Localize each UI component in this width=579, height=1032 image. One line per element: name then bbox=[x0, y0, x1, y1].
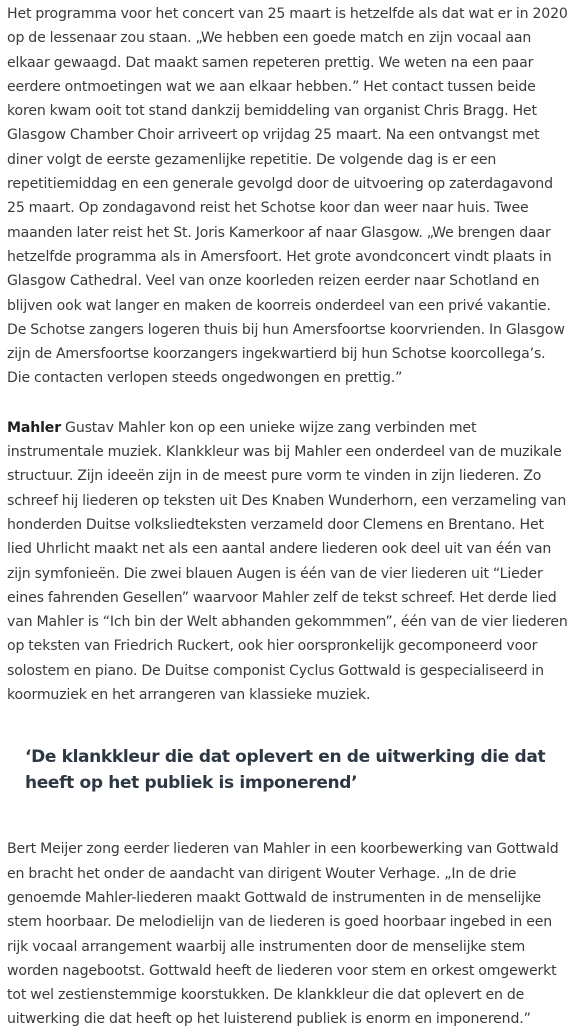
paragraph-mahler bbox=[7, 416, 572, 708]
paragraph-concert-program: Het programma voor het concert van 25 maart is hetzelfde als dat wat er in 2020 op de lessenaar zou staan. „We hebben een goede match en zijn vocaal aan elkaar gewaagd. Dat maakt samen repeteren prettig. We weten na een paar eerdere ontmoetingen wat we aan elkaar hebben.” Het contact tussen beide koren kwam ooit tot stand dankzij bemiddeling van organist Chris Bragg. Het Glasgow Chamber Choir arriveert op vrijdag 25 maart. Na een ontvangst met diner volgt de eerste gezamenlijke repetitie. De volgende dag is er een repetitiemiddag en een generale gevolgd door de uitvoering op zaterdagavond 25 maart. Op zondagavond reist het Schotse koor dan weer naar huis. Twee maanden later reist het St. Joris Kamerkoor af naar Glasgow. „We brengen daar hetzelfde programma als in Amersfoort. Het grote avondconcert vindt plaats in Glasgow Cathedral. Veel van onze koorleden reizen eerder naar Schotland en blijven ook wat langer en maken de koorreis onderdeel van een privé vakantie. De Schotse zangers logeren thuis bij hun Amersfoortse koorvrienden. In Glasgow zijn de Amersfoortse koorzangers ingekwartierd bij hun Schotse koorcollega’s. Die contacten verlopen steeds ongedwongen en prettig.” bbox=[7, 6, 568, 387]
paragraph-mahler-body: Gustav Mahler kon op een unieke wijze zang verbinden met instrumentale muziek. Klankkleur was bij Mahler een onderdeel van de muzikale structuur. Zijn ideeën zijn in de meest pure vorm te vinden in zijn liederen. Zo schreef hij liederen op teksten uit Des Knaben Wunderhorn, een verzameling van honderden Duitse volksliedteksten verzameld door Clemens en Brentano. Het lied Uhrlicht maakt net als een aantal andere liederen ook deel uit van één van zijn symfonieën. Die zwei blauen Augen is één van de vier liederen uit “Lieder eines fahrenden Gesellen” waarvoor Mahler zelf de tekst schreef. Het derde lied van Mahler is “Ich bin der Welt abhanden gekommmen”, één van de vier liederen op teksten van Friedrich Ruckert, ook hier oorspronkelijk gecomponeerd voor solostem en piano. De Duitse componist Cyclus Gottwald is gespecialiseerd in koormuziek en het arrangeren van klassieke muziek. bbox=[7, 419, 568, 704]
paragraph-gottwald-arrangement: Bert Meijer zong eerder liederen van Mahler in een koorbewerking van Gottwald en bracht het onder de aandacht van dirigent Wouter Verhage. „In de drie genoemde Mahler-liederen maakt Gottwald de instrumenten in de menselijke stem hoorbaar. De melodielijn van de liederen is goed hoorbaar ingebed in een rijk vocaal arrangement waarbij alle instrumenten door de menselijke stem worden nagebootst. Gottwald heeft de liederen voor stem en orkest omgewerkt tot wel zestienstemmige koorstukken. De klankkleur die dat oplevert en de uitwerking die dat heeft op het luisterend publiek is enorm en imponerend.” bbox=[7, 841, 559, 1028]
paragraph-lead-mahler: Mahler bbox=[7, 419, 62, 436]
pull-quote: ‘De klankkleur die dat oplevert en de uitwerking die dat heeft op het publiek is imponerend’ bbox=[25, 747, 546, 793]
